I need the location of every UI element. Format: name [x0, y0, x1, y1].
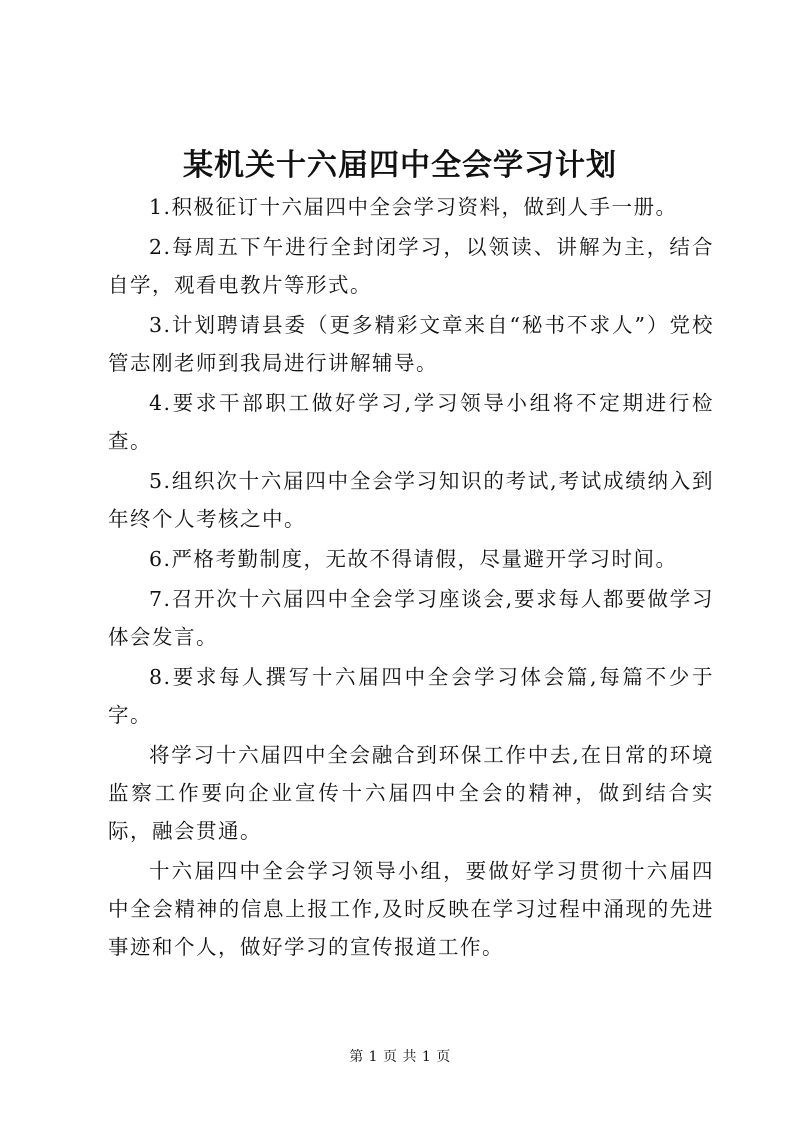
document-title: 某机关十六届四中全会学习计划: [183, 148, 617, 183]
paragraph-6: 6.严格考勤制度，无故不得请假，尽量避开学习时间。: [149, 547, 678, 571]
paragraph-3: 3.计划聘请县委（更多精彩文章来自“秘书不求人”）党校管志刚老师到我局进行讲解辅导。: [108, 313, 714, 375]
paragraph-7: 7.召开次十六届四中全会学习座谈会,要求每人都要做学习体会发言。: [108, 587, 714, 649]
paragraph-10: 十六届四中全会学习领导小组，要做好学习贯彻十六届四中全会精神的信息上报工作,及时反映在学习过程中涌现的先进事迹和个人，做好学习的宣传报道工作。: [108, 859, 714, 959]
paragraph-8: 8.要求每人撰写十六届四中全会学习体会篇,每篇不少于字。: [108, 665, 714, 727]
page-footer: 第 1 页 共 1 页: [349, 1049, 451, 1065]
paragraph-9: 将学习十六届四中全会融合到环保工作中去,在日常的环境监察工作要向企业宣传十六届四中全会的精神，做到结合实际，融会贯通。: [108, 743, 714, 843]
paragraph-4: 4.要求干部职工做好学习,学习领导小组将不定期进行检查。: [108, 391, 714, 453]
paragraph-5: 5.组织次十六届四中全会学习知识的考试,考试成绩纳入到年终个人考核之中。: [108, 469, 714, 531]
paragraph-1: 1.积极征订十六届四中全会学习资料，做到人手一册。: [149, 195, 678, 219]
document-body: [108, 188, 714, 968]
paragraph-2: 2.每周五下午进行全封闭学习，以领读、讲解为主，结合自学，观看电教片等形式。: [108, 235, 714, 297]
